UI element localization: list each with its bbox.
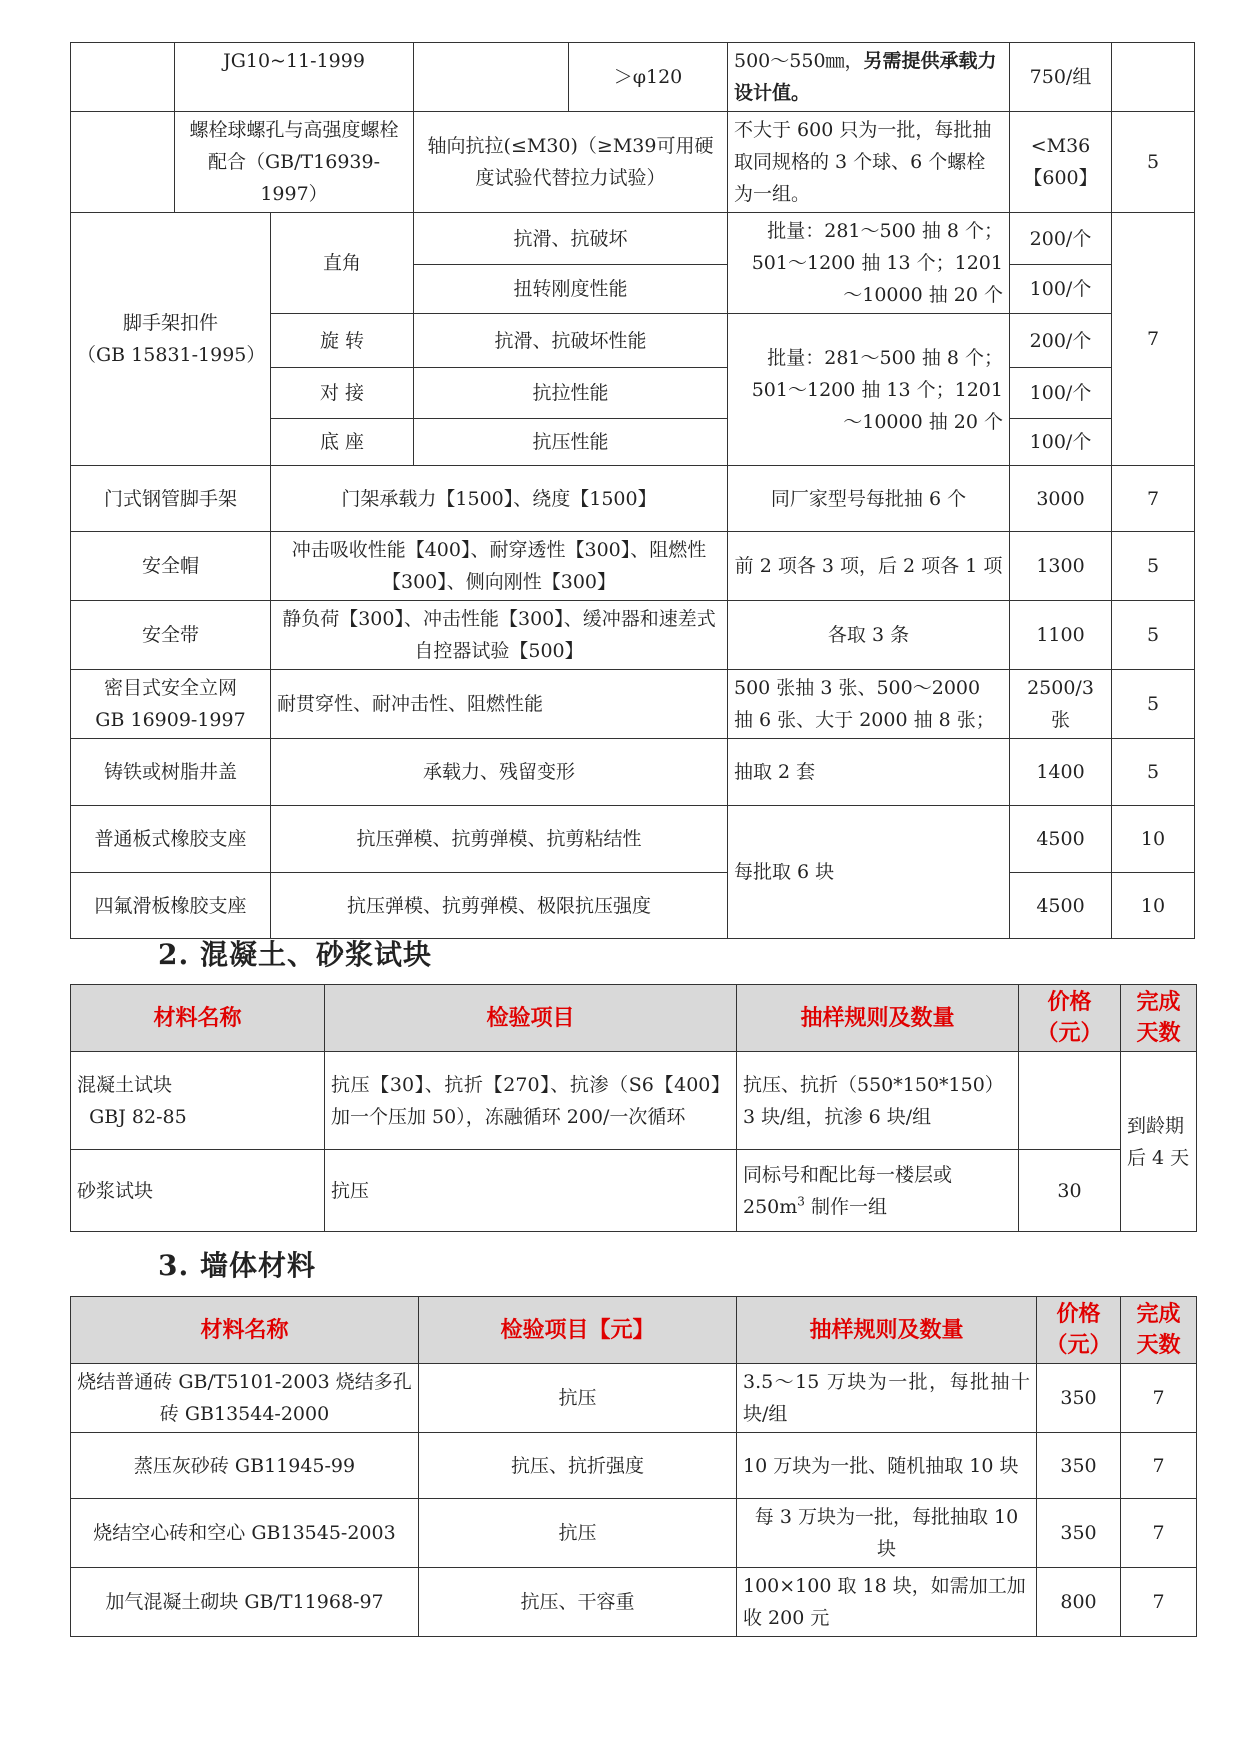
item-cell: 轴向抗拉(≤M30)（≥M39可用硬度试验代替拉力试验） xyxy=(414,112,728,213)
table-row xyxy=(71,1433,1197,1499)
days-cell: 7 xyxy=(1121,1499,1197,1568)
item-cell: 抗压 xyxy=(419,1364,737,1433)
rule-cell: 批量：281～500 抽 8 个；501～1200 抽 13 个；1201～10000 抽 20 个 xyxy=(728,213,1010,314)
price-cell: 800 xyxy=(1037,1568,1121,1637)
material-name-cell: 烧结普通砖 GB/T5101-2003 烧结多孔砖 GB13544-2000 xyxy=(71,1364,419,1433)
table-row xyxy=(71,1364,1197,1433)
table-header-row xyxy=(71,985,1197,1052)
material-name-cell: 砂浆试块 xyxy=(71,1150,325,1232)
item-cell: 抗压弹模、抗剪弹模、抗剪粘结性 xyxy=(271,806,728,873)
standard-cell: JG10~11-1999 xyxy=(175,43,414,112)
material-name-cell: 蒸压灰砂砖 GB11945-99 xyxy=(71,1433,419,1499)
concrete-mortar-table xyxy=(70,984,1197,1232)
price-cell: 100/个 xyxy=(1010,265,1112,314)
table-row xyxy=(71,601,1195,670)
header-material-name: 材料名称 xyxy=(71,1297,419,1364)
days-cell: 10 xyxy=(1112,806,1195,873)
price-cell: 3000 xyxy=(1010,466,1112,532)
material-name-cell: 烧结空心砖和空心 GB13545-2003 xyxy=(71,1499,419,1568)
rule-cell: 各取 3 条 xyxy=(728,601,1010,670)
section-title: 2. 混凝土、砂浆试块 xyxy=(158,938,432,971)
material-name-cell: 混凝土试块 GBJ 82-85 xyxy=(71,1052,325,1150)
rule-cell: 不大于 600 只为一批，每批抽取同规格的 3 个球、6 个螺栓为一组。 xyxy=(728,112,1010,213)
days-cell: 5 xyxy=(1112,532,1195,601)
price-cell: 100/个 xyxy=(1010,368,1112,419)
rule-cell: 同厂家型号每批抽 6 个 xyxy=(728,466,1010,532)
price-cell: 350 xyxy=(1037,1364,1121,1433)
header-days: 完成天数 xyxy=(1121,1297,1197,1364)
item-cell: 耐贯穿性、耐冲击性、阻燃性能 xyxy=(271,670,728,739)
table-row xyxy=(71,739,1195,806)
price-cell: 4500 xyxy=(1010,806,1112,873)
rule-cell: 抽取 2 套 xyxy=(728,739,1010,806)
header-days: 完成天数 xyxy=(1121,985,1197,1052)
subtype-cell: 对 接 xyxy=(271,368,414,419)
days-cell: 5 xyxy=(1112,670,1195,739)
table-row xyxy=(71,806,1195,873)
inspection-table-1 xyxy=(70,42,1195,939)
rule-cell: 100×100 取 18 块，如需加工加收 200 元 xyxy=(737,1568,1037,1637)
material-name-cell: 安全带 xyxy=(71,601,271,670)
material-name-cell: 门式钢管脚手架 xyxy=(71,466,271,532)
rule-cell: 同标号和配比每一楼层或 $250m^3$ 制作一组 xyxy=(737,1150,1019,1232)
material-name-cell: 四氟滑板橡胶支座 xyxy=(71,873,271,939)
header-rule: 抽样规则及数量 xyxy=(737,985,1019,1052)
material-name-cell: 普通板式橡胶支座 xyxy=(71,806,271,873)
material-name-cell: 螺栓球螺孔与高强度螺栓配合（GB/T16939-1997） xyxy=(175,112,414,213)
item-cell: 门架承载力【1500】、绕度【1500】 xyxy=(271,466,728,532)
price-cell: 1400 xyxy=(1010,739,1112,806)
item-cell: 抗压、抗折强度 xyxy=(419,1433,737,1499)
price-cell: 1300 xyxy=(1010,532,1112,601)
item-cell: 抗压弹模、抗剪弹模、极限抗压强度 xyxy=(271,873,728,939)
subtype-cell: 底 座 xyxy=(271,419,414,466)
wall-material-table xyxy=(70,1296,1197,1637)
table-row xyxy=(71,1568,1197,1637)
item-cell: 抗滑、抗破坏性能 xyxy=(414,314,728,368)
days-cell: 5 xyxy=(1112,739,1195,806)
item-cell: 抗压 xyxy=(325,1150,737,1232)
table-row xyxy=(71,43,1195,112)
header-price: 价格（元） xyxy=(1037,1297,1121,1364)
table-row xyxy=(71,1150,1197,1232)
spec-cell: ＞φ120 xyxy=(569,43,728,112)
days-cell: 到龄期后 4 天 xyxy=(1121,1052,1197,1232)
section-title: 3. 墙体材料 xyxy=(158,1249,316,1282)
price-cell: 2500/3 张 xyxy=(1010,670,1112,739)
table-row xyxy=(71,466,1195,532)
rule-cell: 前 2 项各 3 项，后 2 项各 1 项 xyxy=(728,532,1010,601)
subtype-cell: 直角 xyxy=(271,213,414,314)
rule-cell: 抗压、抗折（550*150*150）3 块/组，抗渗 6 块/组 xyxy=(737,1052,1019,1150)
price-cell: 200/个 xyxy=(1010,213,1112,265)
price-cell: 30 xyxy=(1019,1150,1121,1232)
material-name-cell: 加气混凝土砌块 GB/T11968-97 xyxy=(71,1568,419,1637)
price-cell: 750/组 xyxy=(1010,43,1112,112)
material-name-cell: 密目式安全立网 GB 16909-1997 xyxy=(71,670,271,739)
material-name-cell: 安全帽 xyxy=(71,532,271,601)
table-row xyxy=(71,873,1195,939)
item-cell: 抗压【30】、抗折【270】、抗渗（S6【400】加一个压加 50），冻融循环 200/一次循环 xyxy=(325,1052,737,1150)
table-row xyxy=(71,532,1195,601)
days-cell: 7 xyxy=(1112,213,1195,466)
days-cell: 7 xyxy=(1121,1364,1197,1433)
rule-cell: 批量：281～500 抽 8 个；501～1200 抽 13 个；1201～10000 抽 20 个 xyxy=(728,314,1010,466)
price-cell: <M36【600】 xyxy=(1010,112,1112,213)
item-cell: 冲击吸收性能【400】、耐穿透性【300】、阻燃性【300】、侧向刚性【300】 xyxy=(271,532,728,601)
table-row xyxy=(71,1499,1197,1568)
header-price: 价格（元） xyxy=(1019,985,1121,1052)
price-cell: 350 xyxy=(1037,1433,1121,1499)
item-cell: 抗拉性能 xyxy=(414,368,728,419)
days-cell: 10 xyxy=(1112,873,1195,939)
header-material-name: 材料名称 xyxy=(71,985,325,1052)
material-name-cell: 铸铁或树脂井盖 xyxy=(71,739,271,806)
item-cell: 承载力、残留变形 xyxy=(271,739,728,806)
rule-cell: 每批取 6 块 xyxy=(728,806,1010,939)
days-cell: 5 xyxy=(1112,601,1195,670)
subtype-cell: 旋 转 xyxy=(271,314,414,368)
item-cell: 抗压性能 xyxy=(414,419,728,466)
days-cell: 5 xyxy=(1112,112,1195,213)
price-cell: 100/个 xyxy=(1010,419,1112,466)
rule-cell: 每 3 万块为一批，每批抽取 10 块 xyxy=(737,1499,1037,1568)
rule-cell: 500 张抽 3 张、500～2000 抽 6 张、大于 2000 抽 8 张； xyxy=(728,670,1010,739)
table-row xyxy=(71,112,1195,213)
days-cell: 7 xyxy=(1121,1568,1197,1637)
rule-cell: 10 万块为一批、随机抽取 10 块 xyxy=(737,1433,1037,1499)
days-cell: 7 xyxy=(1121,1433,1197,1499)
item-cell: 抗压、干容重 xyxy=(419,1568,737,1637)
header-item: 检验项目【元】 xyxy=(419,1297,737,1364)
rule-cell: 3.5～15 万块为一批，每批抽十块/组 xyxy=(737,1364,1037,1433)
material-name-cell: 脚手架扣件 （GB 15831-1995） xyxy=(71,213,271,466)
table-row xyxy=(71,213,1195,265)
days-cell: 7 xyxy=(1112,466,1195,532)
price-cell: 200/个 xyxy=(1010,314,1112,368)
price-cell: 350 xyxy=(1037,1499,1121,1568)
table-header-row xyxy=(71,1297,1197,1364)
price-cell: 4500 xyxy=(1010,873,1112,939)
table-row xyxy=(71,1052,1197,1150)
item-cell: 扭转刚度性能 xyxy=(414,265,728,314)
item-cell: 抗滑、抗破坏 xyxy=(414,213,728,265)
item-cell: 静负荷【300】、冲击性能【300】、缓冲器和速差式自控器试验【500】 xyxy=(271,601,728,670)
table-row xyxy=(71,670,1195,739)
item-cell: 抗压 xyxy=(419,1499,737,1568)
price-cell: 1100 xyxy=(1010,601,1112,670)
rule-cell: 500～550㎜，另需提供承载力设计值。 xyxy=(728,43,1010,112)
header-rule: 抽样规则及数量 xyxy=(737,1297,1037,1364)
header-item: 检验项目 xyxy=(325,985,737,1052)
